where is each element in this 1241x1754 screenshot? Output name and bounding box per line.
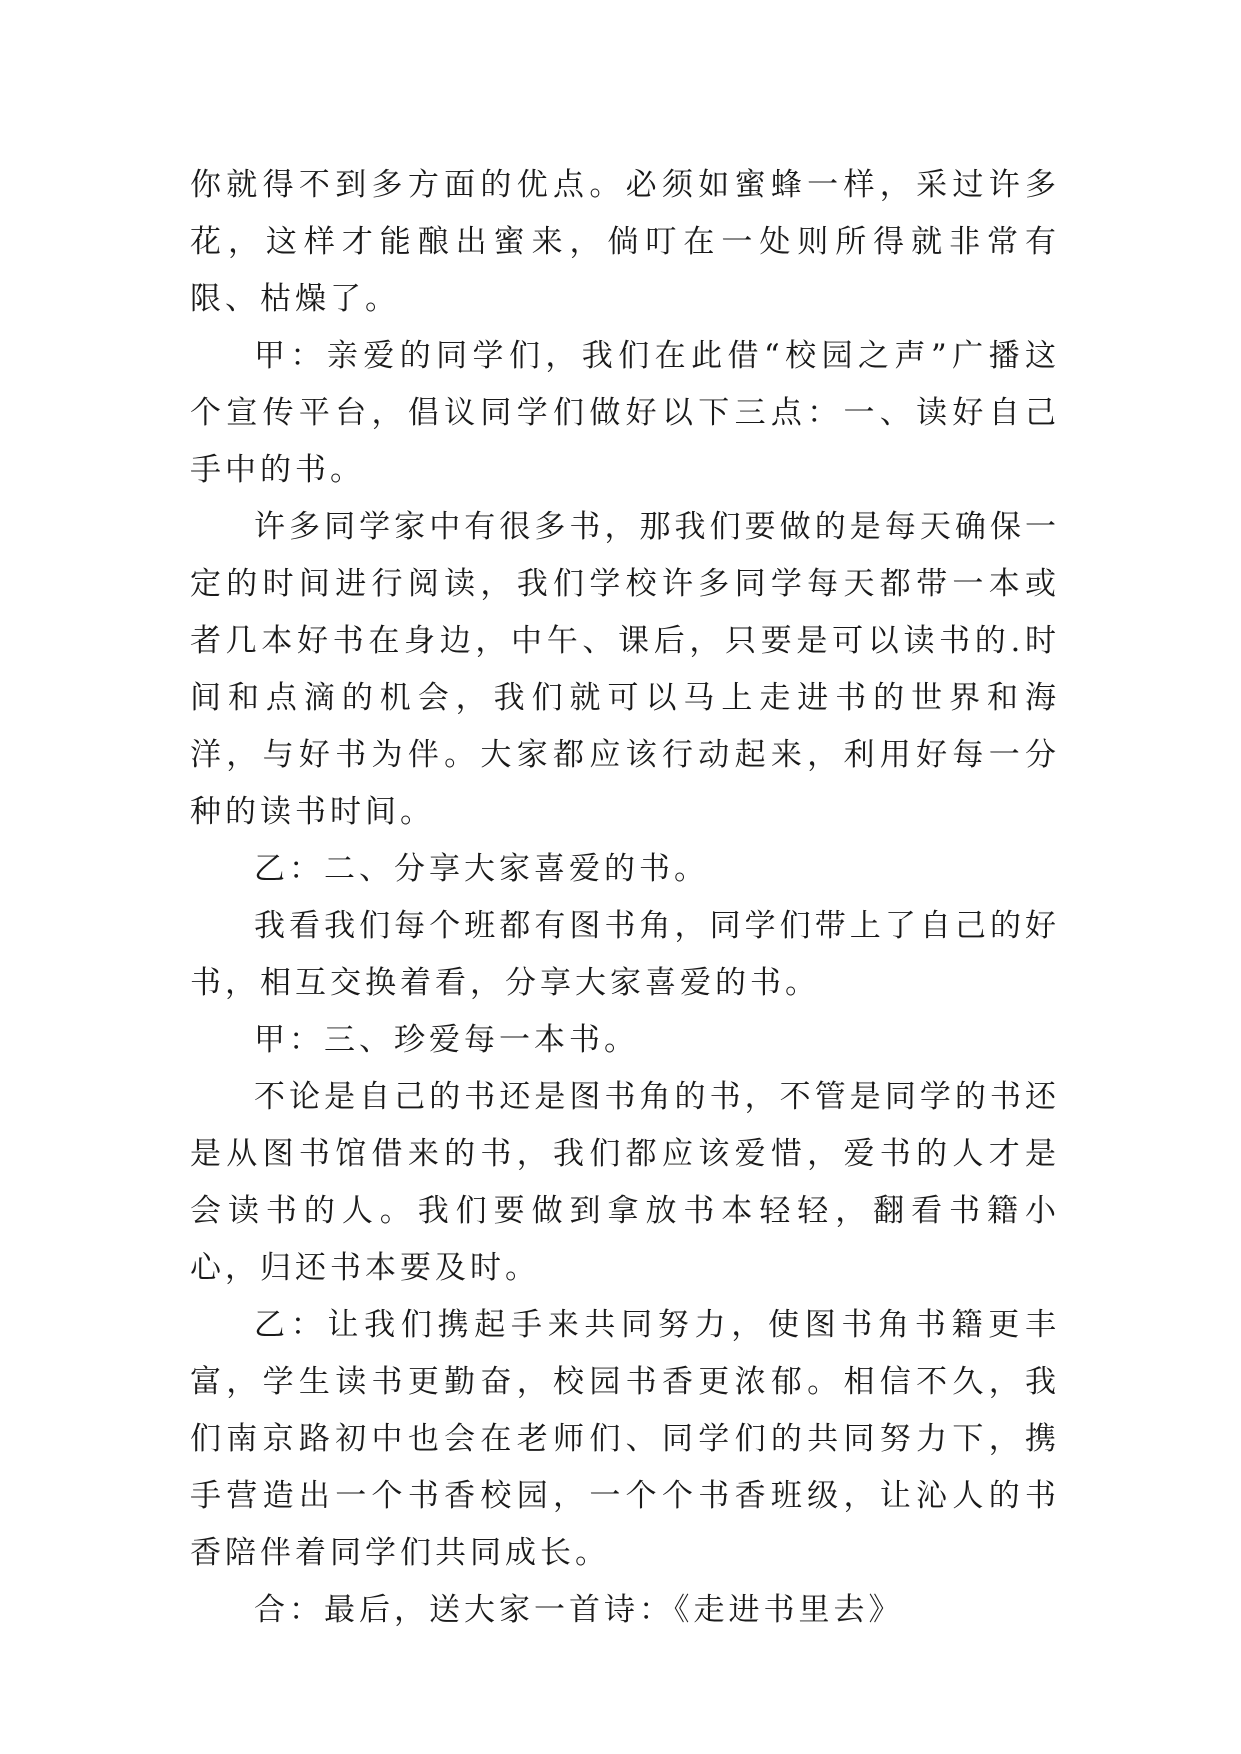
document-body [190, 157, 1060, 1639]
paragraph-5: 我看我们每个班都有图书角，同学们带上了自己的好书，相互交换着看，分享大家喜爱的书。 [190, 908, 1060, 1001]
paragraph-8: 乙：让我们携起手来共同努力，使图书角书籍更丰富，学生读书更勤奋，校园书香更浓郁。相信不久，我们南京路初中也会在老师们、同学们的共同努力下，携手营造出一个书香校园，一个个书香班级，让沁人的书香陪伴着同学们共同成长。 [190, 1307, 1060, 1571]
paragraph-7: 不论是自己的书还是图书角的书，不管是同学的书还是从图书馆借来的书，我们都应该爱惜，爱书的人才是会读书的人。我们要做到拿放书本轻轻，翻看书籍小心，归还书本要及时。 [190, 1079, 1060, 1286]
paragraph-9: 合：最后，送大家一首诗：《走进书里去》 [254, 1592, 904, 1628]
paragraph-6: 甲：三、珍爱每一本书。 [254, 1022, 639, 1058]
paragraph-2: 甲：亲爱的同学们，我们在此借“校园之声”广播这个宣传平台，倡议同学们做好以下三点：一、读好自己手中的书。 [190, 338, 1060, 488]
paragraph-3: 许多同学家中有很多书，那我们要做的是每天确保一定的时间进行阅读，我们学校许多同学每天都带一本或者几本好书在身边，中午、课后，只要是可以读书的.时间和点滴的机会，我们就可以马上走进书的世界和海洋，与好书为伴。大家都应该行动起来，利用好每一分种的读书时间。 [190, 509, 1060, 830]
paragraph-1: 你就得不到多方面的优点。必须如蜜蜂一样，采过许多花，这样才能酿出蜜来，倘叮在一处则所得就非常有限、枯燥了。 [190, 167, 1060, 317]
paragraph-4: 乙：二、分享大家喜爱的书。 [254, 851, 709, 887]
